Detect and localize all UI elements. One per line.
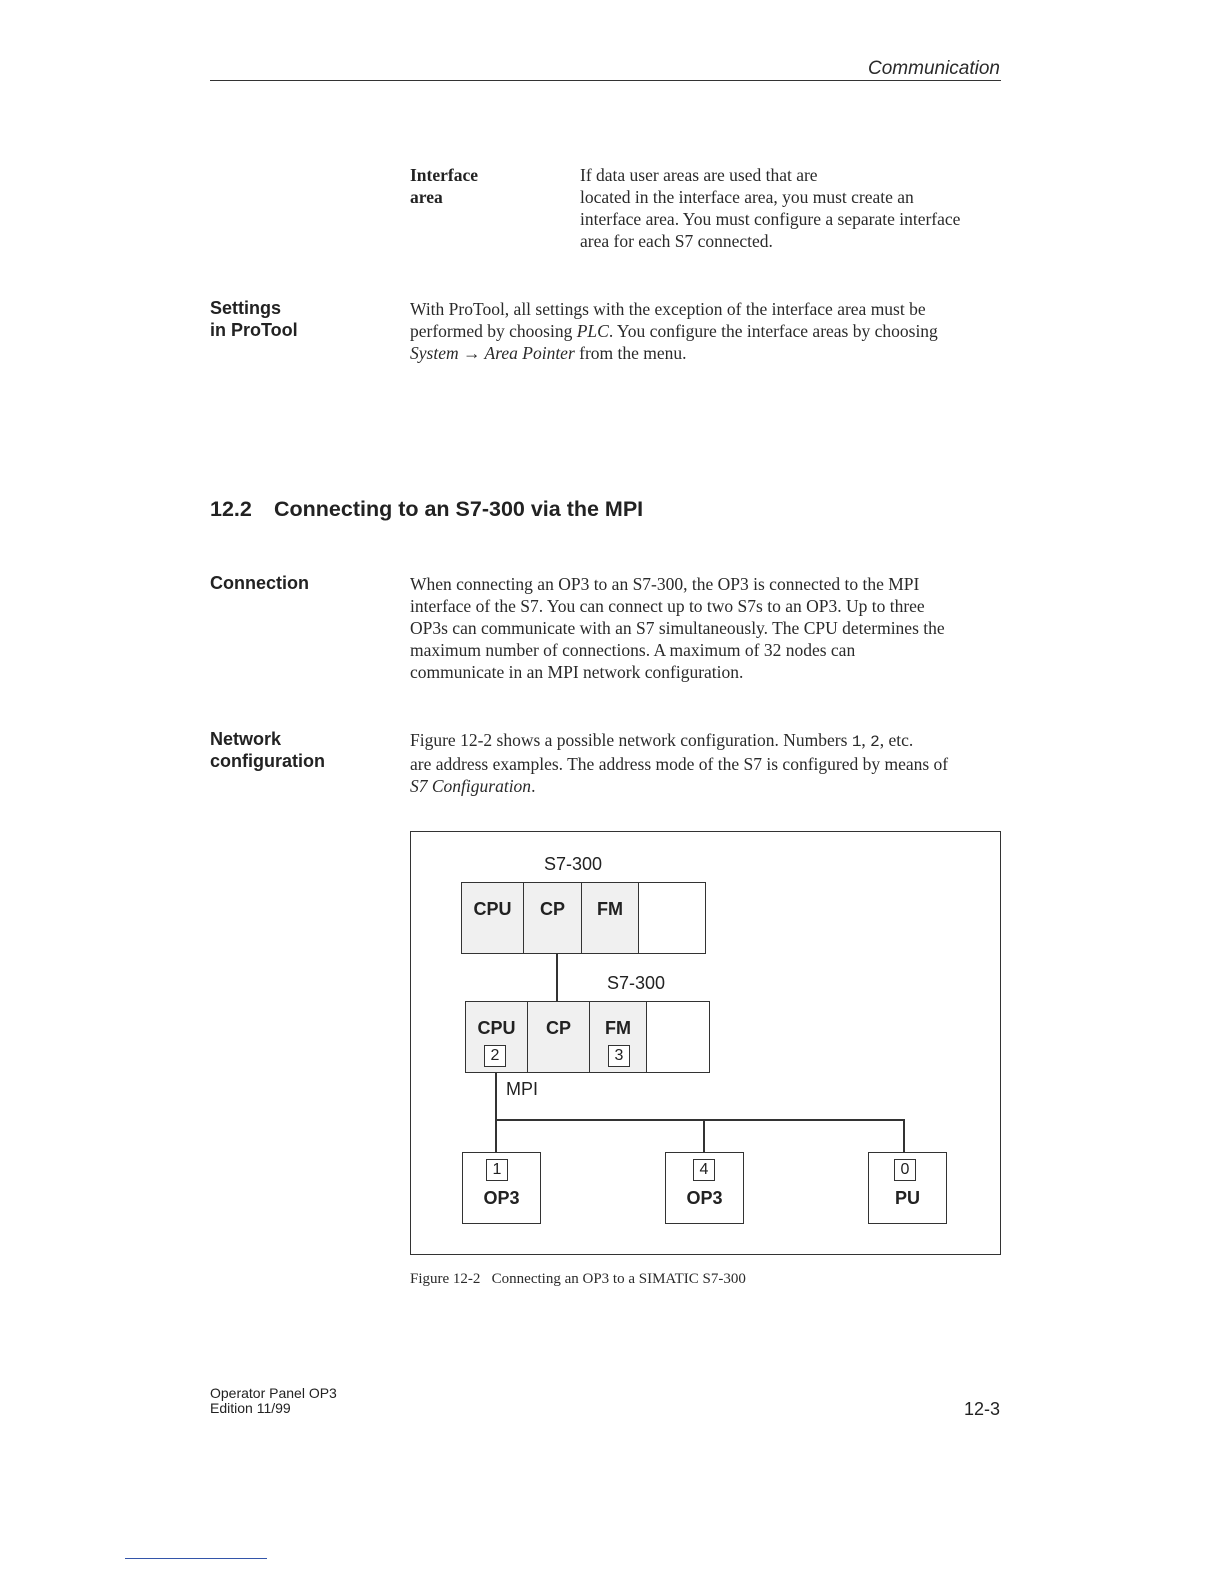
network-num-2: 2 bbox=[870, 733, 880, 751]
settings-line1: With ProTool, all settings with the exception of the interface area must be bbox=[410, 299, 926, 319]
rack1-cp-module bbox=[524, 883, 582, 953]
network-line1-pre: Figure 12-2 shows a possible network configuration. Numbers bbox=[410, 730, 852, 750]
figure-caption-text: Connecting an OP3 to a SIMATIC S7-300 bbox=[491, 1271, 746, 1287]
rack1-fm-module bbox=[582, 883, 639, 953]
device-op3-a-address: 1 bbox=[486, 1159, 508, 1181]
mpi-drop-line-op3b bbox=[703, 1119, 705, 1153]
connection-side-head: Connection bbox=[210, 573, 309, 593]
device-pu-address: 0 bbox=[894, 1159, 916, 1181]
connection-line1: When connecting an OP3 to an S7-300, the OP3 is connected to the MPI bbox=[410, 574, 920, 594]
device-op3-b-label: OP3 bbox=[686, 1188, 723, 1208]
mpi-bus-line bbox=[495, 1119, 905, 1121]
connection-line3: OP3s can communicate with an S7 simultaneously. The CPU determines the bbox=[410, 618, 945, 638]
network-head-line1: Network bbox=[210, 729, 282, 749]
connection-text bbox=[410, 573, 1005, 683]
settings-side-head bbox=[210, 298, 298, 341]
rack2-fm-address: 3 bbox=[608, 1045, 630, 1067]
footer-manual-title: Operator Panel OP3 bbox=[210, 1385, 337, 1401]
rack2-cpu-module bbox=[466, 1002, 528, 1072]
section-title bbox=[210, 497, 643, 522]
footnote-rule bbox=[125, 1558, 267, 1559]
network-line2: are address examples. The address mode of the S7 is configured by means of bbox=[410, 754, 949, 774]
rack2 bbox=[465, 1001, 710, 1073]
rack2-fm-module bbox=[590, 1002, 647, 1072]
settings-text bbox=[410, 298, 1005, 364]
rack1-fm-label: FM bbox=[597, 899, 623, 919]
device-op3-b bbox=[665, 1152, 744, 1224]
rack2-cp-label: CP bbox=[545, 1018, 571, 1038]
mpi-bus-label: MPI bbox=[506, 1079, 539, 1099]
network-num-1: 1 bbox=[851, 733, 862, 751]
network-s7-config-term: S7 Configuration bbox=[410, 776, 532, 796]
interface-area-line4: area for each S7 connected. bbox=[580, 231, 773, 251]
settings-head-line2: in ProTool bbox=[210, 319, 298, 340]
rack1-cpu-label: CPU bbox=[473, 899, 512, 919]
network-line1-post: , etc. bbox=[879, 730, 914, 750]
settings-line3 bbox=[410, 342, 1005, 364]
device-pu bbox=[868, 1152, 947, 1224]
network-text bbox=[410, 729, 1005, 797]
rack2-fm-label: FM bbox=[605, 1018, 631, 1038]
mpi-drop-line-pu bbox=[903, 1119, 905, 1153]
network-line1 bbox=[410, 729, 1005, 753]
network-line3 bbox=[410, 775, 1005, 797]
interface-area-line3: interface area. You must configure a separate interface bbox=[580, 209, 961, 229]
settings-line2-pre: performed by choosing bbox=[410, 321, 577, 341]
rack1-empty-slot bbox=[639, 883, 705, 953]
section-title-text: Connecting to an S7-300 via the MPI bbox=[274, 497, 644, 521]
rack2-cpu-address: 2 bbox=[484, 1045, 506, 1067]
footer-manual-info bbox=[210, 1386, 337, 1416]
rack1-title: S7-300 bbox=[544, 854, 603, 874]
rack2-empty-slot bbox=[647, 1002, 709, 1072]
device-op3-a-label: OP3 bbox=[483, 1188, 520, 1208]
running-head: Communication bbox=[868, 58, 1000, 79]
interface-area-line2: located in the interface area, you must create an bbox=[580, 187, 914, 207]
interface-area-label bbox=[410, 164, 478, 208]
rack-link-line bbox=[556, 953, 558, 1001]
rack2-cpu-label: CPU bbox=[477, 1018, 516, 1038]
section-number: 12.2 bbox=[210, 497, 252, 521]
settings-plc-term: PLC bbox=[576, 321, 609, 341]
connection-line5: communicate in an MPI network configuration. bbox=[410, 662, 744, 682]
rack1-cp-label: CP bbox=[539, 899, 565, 919]
interface-area-label-line2: area bbox=[410, 187, 443, 207]
network-sep: , bbox=[861, 730, 871, 750]
connection-line2: interface of the S7. You can connect up to two S7s to an OP3. Up to three bbox=[410, 596, 925, 616]
settings-line3-post: from the menu. bbox=[574, 343, 687, 363]
figure-caption-number: Figure 12-2 bbox=[410, 1271, 481, 1287]
interface-area-label-line1: Interface bbox=[410, 165, 479, 185]
interface-area-line1: If data user areas are used that are bbox=[580, 165, 818, 185]
connection-line4: maximum number of connections. A maximum of 32 nodes can bbox=[410, 640, 856, 660]
settings-line2 bbox=[410, 320, 1005, 342]
footer-edition: Edition 11/99 bbox=[210, 1400, 291, 1416]
device-op3-a bbox=[462, 1152, 541, 1224]
interface-area-text bbox=[580, 164, 1005, 252]
rack2-cp-module bbox=[528, 1002, 590, 1072]
network-line3-post: . bbox=[531, 776, 536, 796]
settings-head-line1: Settings bbox=[210, 298, 282, 318]
network-side-head bbox=[210, 729, 325, 772]
rack1-cpu-module bbox=[462, 883, 524, 953]
mpi-drop-line-main bbox=[495, 1072, 497, 1153]
rack2-title: S7-300 bbox=[607, 973, 666, 993]
rack1 bbox=[461, 882, 706, 954]
network-head-line2: configuration bbox=[210, 750, 325, 771]
settings-line2-post: . You configure the interface areas by choosing bbox=[608, 321, 938, 341]
page-number: 12-3 bbox=[963, 1399, 1000, 1419]
figure-caption bbox=[410, 1271, 746, 1288]
header-rule bbox=[210, 80, 1001, 81]
device-pu-label: PU bbox=[894, 1188, 920, 1208]
device-op3-b-address: 4 bbox=[693, 1159, 715, 1181]
settings-menu-path: System → Area Pointer bbox=[410, 343, 575, 363]
